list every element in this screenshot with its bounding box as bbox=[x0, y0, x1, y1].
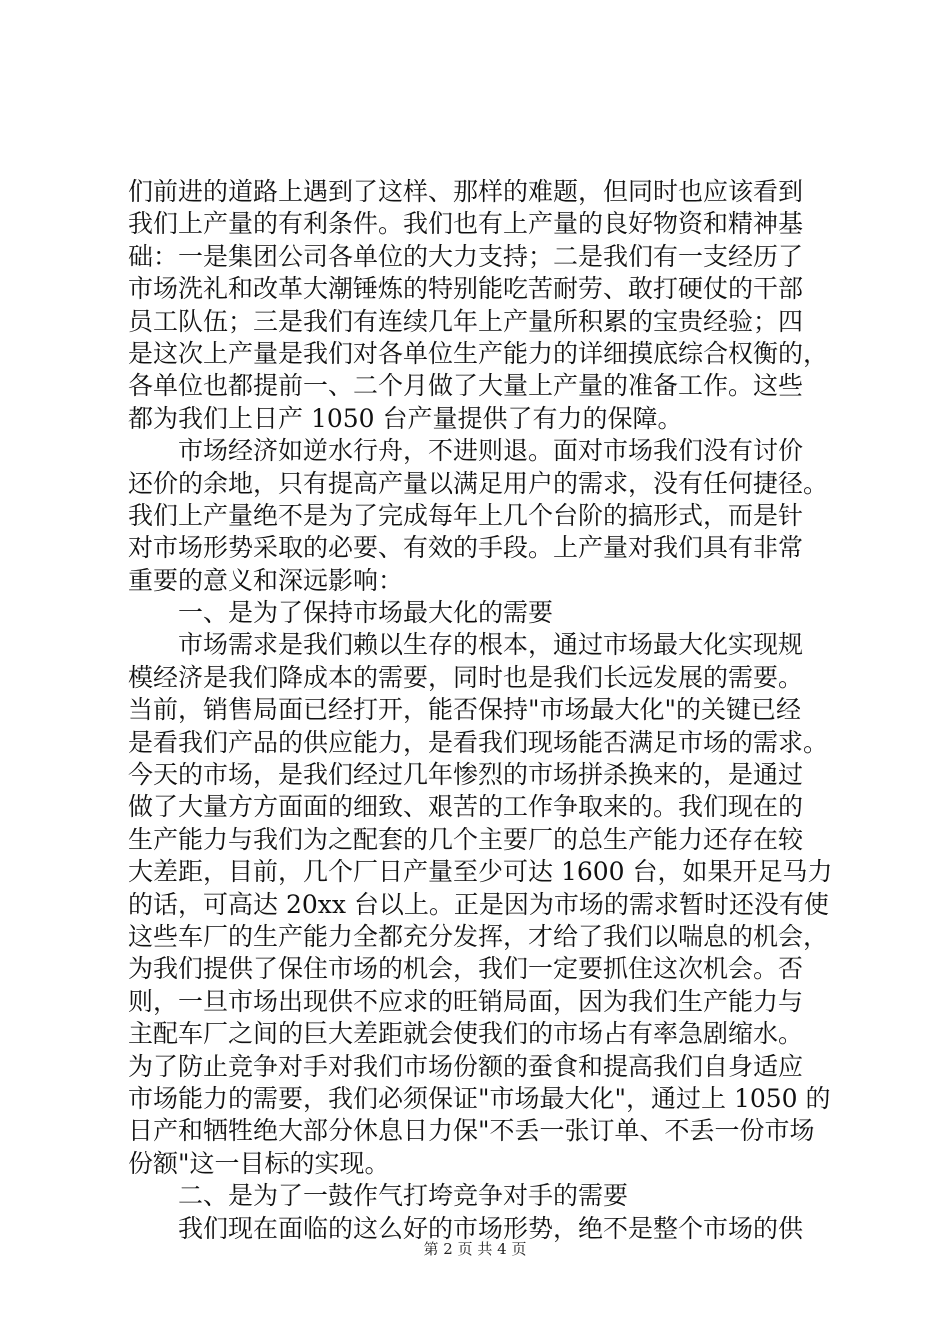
text-line: 市场经济如逆水行舟，不进则退。面对市场我们没有讨价 bbox=[128, 436, 804, 466]
text-line: 是这次上产量是我们对各单位生产能力的详细摸底综合权衡的， bbox=[128, 338, 829, 368]
text-line: 础：一是集团公司各单位的大力支持；二是我们有一支经历了 bbox=[128, 241, 804, 271]
text-line: 市场需求是我们赖以生存的根本，通过市场最大化实现规 bbox=[128, 630, 804, 660]
text-line: 做了大量方方面面的细致、艰苦的工作争取来的。我们现在的 bbox=[128, 792, 804, 822]
section-heading: 二、是为了一鼓作气打垮竞争对手的需要 bbox=[128, 1181, 629, 1211]
text-line: 则，一旦市场出现供不应求的旺销局面，因为我们生产能力与 bbox=[128, 986, 804, 1016]
text-line: 这些车厂的生产能力全都充分发挥，才给了我们以喘息的机会， bbox=[128, 921, 829, 951]
text-line: 大差距，目前，几个厂日产量至少可达 1600 台，如果开足马力 bbox=[128, 857, 833, 887]
text-line: 员工队伍；三是我们有连续几年上产量所积累的宝贵经验；四 bbox=[128, 306, 804, 336]
body-text bbox=[128, 176, 838, 1245]
text-line: 们前进的道路上遇到了这样、那样的难题，但同时也应该看到 bbox=[128, 177, 804, 206]
text-line: 今天的市场，是我们经过几年惨烈的市场拼杀换来的，是通过 bbox=[128, 760, 804, 790]
text-line: 还价的余地，只有提高产量以满足用户的需求，没有任何捷径。 bbox=[128, 468, 829, 498]
text-line: 是看我们产品的供应能力，是看我们现场能否满足市场的需求。 bbox=[128, 727, 829, 757]
text-line: 我们上产量绝不是为了完成每年上几个台阶的搞形式，而是针 bbox=[128, 500, 804, 530]
text-line: 重要的意义和深远影响： bbox=[128, 565, 404, 595]
text-line: 的话，可高达 20xx 台以上。正是因为市场的需求暂时还没有使 bbox=[128, 889, 829, 919]
text-line: 都为我们上日产 1050 台产量提供了有力的保障。 bbox=[128, 403, 683, 433]
text-line: 各单位也都提前一、二个月做了大量上产量的准备工作。这些 bbox=[128, 371, 804, 401]
text-line: 对市场形势采取的必要、有效的手段。上产量对我们具有非常 bbox=[128, 533, 804, 563]
text-line: 主配车厂之间的巨大差距就会使我们的市场占有率急剧缩水。 bbox=[128, 1019, 804, 1049]
text-line: 我们上产量的有利条件。我们也有上产量的良好物资和精神基 bbox=[128, 209, 804, 239]
text-line: 市场洗礼和改革大潮锤炼的特别能吃苦耐劳、敢打硬仗的干部 bbox=[128, 274, 804, 304]
section-heading: 一、是为了保持市场最大化的需要 bbox=[128, 598, 554, 628]
text-line: 生产能力与我们为之配套的几个主要厂的总生产能力还存在较 bbox=[128, 824, 804, 854]
page-footer: 第 2 页 共 4 页 bbox=[423, 1240, 527, 1258]
text-line: 份额"这一目标的实现。 bbox=[128, 1148, 390, 1178]
text-line: 为了防止竞争对手对我们市场份额的蚕食和提高我们自身适应 bbox=[128, 1051, 804, 1081]
text-line: 我们现在面临的这么好的市场形势，绝不是整个市场的供 bbox=[128, 1213, 804, 1243]
text-line: 市场能力的需要，我们必须保证"市场最大化"，通过上 1050 的 bbox=[128, 1083, 831, 1113]
text-line: 日产和牺牲绝大部分休息日力保"不丢一张订单、不丢一份市场 bbox=[128, 1116, 815, 1146]
text-line: 当前，销售局面已经打开，能否保持"市场最大化"的关键已经 bbox=[128, 695, 802, 725]
text-line: 为我们提供了保住市场的机会，我们一定要抓住这次机会。否 bbox=[128, 954, 804, 984]
text-line: 模经济是我们降成本的需要，同时也是我们长远发展的需要。 bbox=[128, 662, 804, 692]
